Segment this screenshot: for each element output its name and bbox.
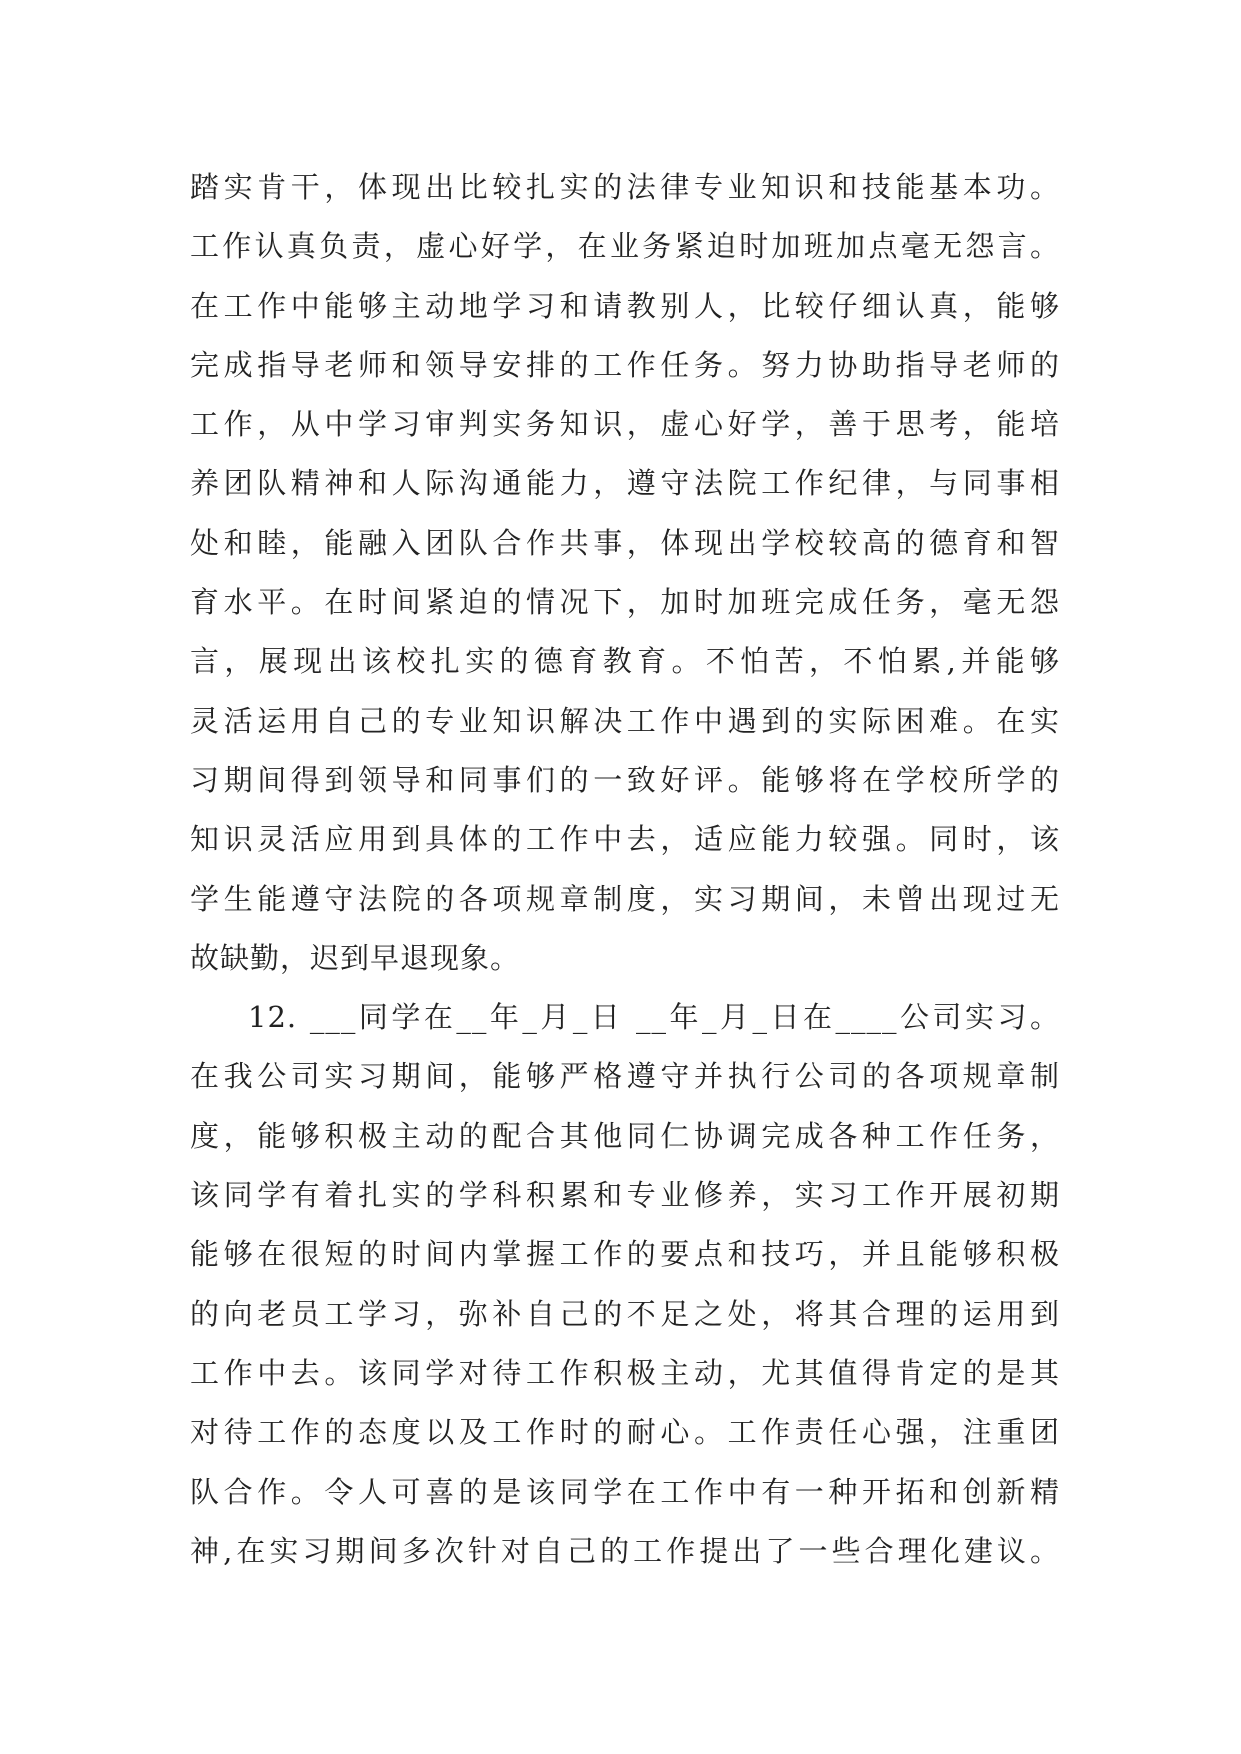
document-body <box>190 158 1060 1581</box>
text-line: 在我公司实习期间，能够严格遵守并执行公司的各项规章制 <box>190 1059 1060 1094</box>
text-line: 在工作中能够主动地学习和请教别人，比较仔细认真，能够 <box>190 288 1060 323</box>
text-line: 育水平。在时间紧迫的情况下，加时加班完成任务，毫无怨 <box>190 585 1060 620</box>
text-line: 踏实肯干，体现出比较扎实的法律专业知识和技能基本功。 <box>190 170 1060 204</box>
text-line: 该同学有着扎实的学科积累和专业修养，实习工作开展初期 <box>190 1178 1060 1213</box>
text-line: 工作中去。该同学对待工作积极主动，尤其值得肯定的是其 <box>190 1355 1060 1390</box>
text-line: 学生能遵守法院的各项规章制度，实习期间，未曾出现过无 <box>190 881 1060 916</box>
text-line: 队合作。令人可喜的是该同学在工作中有一种开拓和创新精 <box>190 1474 1060 1509</box>
text-line: 工作认真负责，虚心好学，在业务紧迫时加班加点毫无怨言。 <box>190 229 1060 264</box>
text-line: 习期间得到领导和同事们的一致好评。能够将在学校所学的 <box>190 762 1060 797</box>
text-line: 完成指导老师和领导安排的工作任务。努力协助指导老师的 <box>190 347 1060 382</box>
text-line: 度，能够积极主动的配合其他同仁协调完成各种工作任务， <box>190 1118 1060 1153</box>
text-line: 对待工作的态度以及工作时的耐心。工作责任心强，注重团 <box>190 1415 1060 1450</box>
text-line: 知识灵活应用到具体的工作中去，适应能力较强。同时，该 <box>190 822 1060 857</box>
text-line: 处和睦，能融入团队合作共事，体现出学校较高的德育和智 <box>190 525 1060 560</box>
text-line: 故缺勤，迟到早退现象。 <box>190 940 521 975</box>
text-line: 灵活运用自己的专业知识解决工作中遇到的实际困难。在实 <box>190 703 1060 738</box>
text-line: 言，展现出该校扎实的德育教育。不怕苦，不怕累,并能够 <box>190 644 1060 679</box>
text-line: 神,在实习期间多次针对自己的工作提出了一些合理化建议。 <box>190 1533 1060 1568</box>
text-line: 的向老员工学习，弥补自己的不足之处，将其合理的运用到 <box>190 1296 1060 1331</box>
text-line: 能够在很短的时间内掌握工作的要点和技巧，并且能够积极 <box>190 1237 1060 1272</box>
item-12-heading-line: 12. ___同学在__年_月_日 __年_月_日在____公司实习。 <box>248 1000 1060 1035</box>
text-line: 养团队精神和人际沟通能力，遵守法院工作纪律，与同事相 <box>190 466 1060 501</box>
text-line: 工作，从中学习审判实务知识，虚心好学，善于思考，能培 <box>190 407 1060 442</box>
